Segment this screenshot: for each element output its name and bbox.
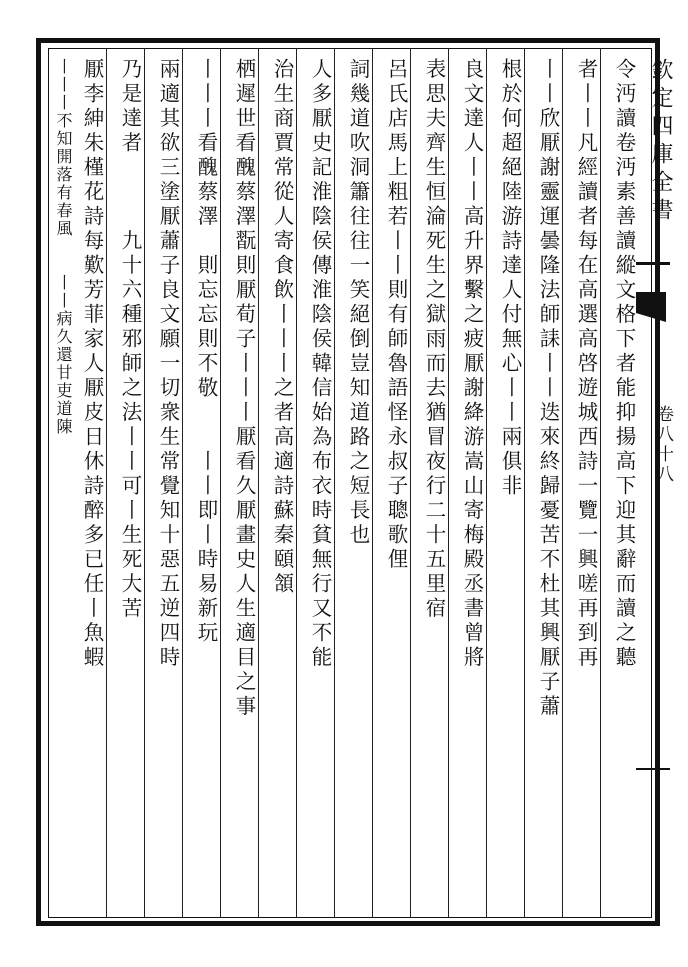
volume-number: 卷八十八 [653,405,673,485]
text-column: 丨丨欣厭謝靈運曇隆法師誄丨丨迭來終歸憂苦不杜其興厭子蕭 [536,58,560,720]
text-column: 兩適其欲三塗厭蕭子良文願一切衆生常覺知十惡五逆四時 [156,58,180,671]
text-column: 乃是達者 九十六種邪師之法丨丨可丨生死大苦 [118,58,142,622]
text-column: 呂氏店馬上粗若丨丨則有師魯語怪永叔子聰歌俚 [384,58,408,573]
margin-rule [636,262,670,265]
text-column: 栖遲世看醜蔡澤翫則厭荀子丨丨丨厭看久厭畫史人生適目之事 [232,58,256,720]
text-column: 治生商賈常從人寄食飲丨丨丨之者高適詩蘇秦頤頷 [270,58,294,597]
book-title: 欽定四庫全書 [648,58,673,226]
text-column: 厭李紳朱槿花詩每歎芳菲家人厭皮日休詩醉多已任丨魚蝦 [80,58,104,671]
text-column: 者丨丨凡經讀者每在高選高啓遊城西詩一覽一興嗟再到再 [574,58,598,671]
text-column: 根於何超絕陸游詩達人付無心丨丨兩俱非 [498,58,522,499]
margin-rule [636,768,670,770]
text-column: 令沔讀卷沔素善讀縱文格下者能抑揚高下迎其辭而讀之聽 [612,58,636,671]
text-column: 人多厭史記淮陰侯傳淮陰侯韓信始為布衣時貧無行又不能 [308,58,332,671]
text-column: 表思夫齊生恒淪死生之獄雨而去猶冒夜行二十五里宿 [422,58,446,622]
text-column: 詞幾道吹洞簫往往一笑絕倒豈知道路之短長也 [346,58,370,548]
text-column: 良文達人丨丨高升界繫之疲厭謝絳游嵩山寄梅殿丞書曾將 [460,58,484,671]
text-column: 丨丨丨看醜蔡澤 則忘忘則不敬 丨丨即丨時易新玩 [194,58,218,646]
text-column: 丨丨丨不知開落有春風 丨丨病久還甘吏道陳 [54,58,73,436]
